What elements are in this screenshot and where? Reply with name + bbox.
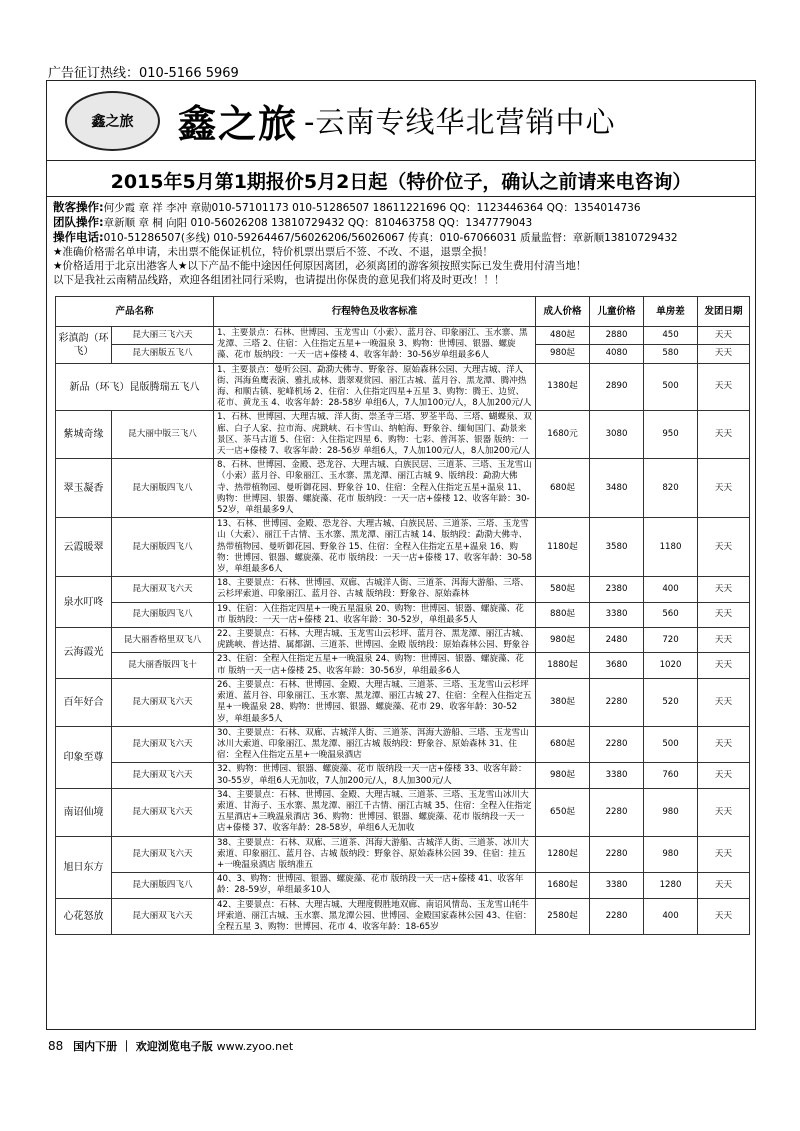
- header-child-price: 儿童价格: [590, 297, 644, 327]
- route-name: 昆大丽香版四飞十: [112, 653, 214, 678]
- departure-days: 天天: [698, 898, 750, 935]
- route-name: 昆大丽双飞六天: [112, 788, 214, 836]
- table-header-row: [56, 297, 750, 327]
- table-row: [56, 836, 750, 873]
- brand-subtitle: -云南专线华北营销中心: [304, 105, 616, 139]
- price-headline: 2015年5月第1期报价5月2日起（特价位子，确认之前请来电咨询）: [47, 161, 755, 197]
- departure-days: 天天: [698, 763, 750, 788]
- page-number: 88: [48, 1039, 64, 1053]
- product-name: 心花怒放: [56, 898, 112, 935]
- route-name: 昆大丽版四飞八: [112, 873, 214, 898]
- adult-price: 2580起: [536, 898, 590, 935]
- itinerary-desc: 22、主要景点：石林、大理古城、玉龙雪山云杉坪、蓝月谷、黑龙潭、丽江古城、虎跳峡、普达措、属都湖、三道茶、世博园、金殿 版纳段：原始森林公园、野象谷: [214, 628, 536, 653]
- banner: [47, 81, 755, 161]
- footer-slogan: 欢迎浏览电子版: [135, 1040, 213, 1053]
- child-price: 2280: [590, 836, 644, 873]
- child-price: 2280: [590, 788, 644, 836]
- itinerary-desc: 42、主要景点：石林、大理古城、大理度假胜地双廊、南诏风情岛、玉龙雪山牦牛坪索道、丽江古城、玉水寨、黑龙潭公园、世博园、金殿国家森林公园 43、住宿：全程五星 3、购物：世博园、花市 4、收客年龄：18-65岁: [214, 898, 536, 935]
- child-price: 2280: [590, 726, 644, 763]
- single-supplement: 1280: [644, 873, 698, 898]
- table-row: [56, 763, 750, 788]
- info-label: 散客操作:: [53, 200, 104, 214]
- departure-days: 天天: [698, 836, 750, 873]
- route-name: 昆大丽双飞六天: [112, 898, 214, 935]
- table-row: [56, 411, 750, 459]
- header-product: 产品名称: [56, 297, 214, 327]
- single-supplement: 400: [644, 577, 698, 602]
- departure-days: 天天: [698, 788, 750, 836]
- itinerary-desc: 23、住宿：全程入住指定五星+一晚温泉 24、购物：世博园、银器、螺旋藻、花市 版纳一天一店+傣楼 25、收客年龄：30-56岁，单组最多6人: [214, 653, 536, 678]
- adult-price: 880起: [536, 602, 590, 627]
- route-name: 昆大丽双飞六天: [112, 726, 214, 763]
- adult-price: 580起: [536, 577, 590, 602]
- departure-days: 天天: [698, 411, 750, 459]
- itinerary-desc: 26、主要景点：石林、世博园、金殿、大理古城、三道茶、三塔、玉龙雪山云杉坪索道、蓝月谷、印象丽江、玉水寨、黑龙潭、丽江古城 27、住宿：全程入住指定五星+一晚温泉 28、购物：世博园、银器、螺旋藻、花市 29、收客年龄：30-52岁，单组最多5人: [214, 678, 536, 726]
- child-price: 3580: [590, 518, 644, 577]
- single-supplement: 500: [644, 726, 698, 763]
- adult-price: 980起: [536, 345, 590, 363]
- adult-price: 1680起: [536, 873, 590, 898]
- itinerary-desc: 13、石林、世博园、金殿、恐龙谷、大理古城、白族民居、三道茶、三塔、玉龙雪山（大索）、丽江千古情、玉水寨、黑龙潭、丽江古城 14、版纳段：勐泐大佛寺、热带植物园、曼听御花园、野象谷 15、住宿：全程入住指定五星+温泉 16、购物：世博园、银器、螺旋藻、花市 版纳段：一天一店+傣楼 17、收客年龄：30-58岁，单组最多6人: [214, 518, 536, 577]
- table-row: [56, 327, 750, 345]
- table-row: [56, 678, 750, 726]
- logo-icon: [65, 91, 160, 151]
- ad-hotline: 广告征订热线：010-5166 5969: [48, 66, 239, 81]
- info-line: [53, 215, 749, 230]
- info-line: [53, 273, 749, 287]
- child-price: 2880: [590, 327, 644, 345]
- single-supplement: 450: [644, 327, 698, 345]
- itinerary-desc: 1、石林、世博园、大理古城、洋人街、崇圣寺三塔、罗荃半岛、三塔、蝴蝶泉、双廊、白子人家、拉市海、虎跳峡、石卡雪山、纳帕海、野象谷、缅甸国门、勐景来景区、茶马古道 5、住宿：入住指定四星 6、购物：七彩、普洱茶、银器 版纳：一天一店+傣楼 7、收客年龄：28-56岁 单组6人，7人加100元/人，8人加200元/人: [214, 411, 536, 459]
- adult-price: 480起: [536, 327, 590, 345]
- header-adult-price: 成人价格: [536, 297, 590, 327]
- child-price: 2890: [590, 363, 644, 411]
- table-row: [56, 459, 750, 518]
- child-price: 3680: [590, 653, 644, 678]
- child-price: 2280: [590, 898, 644, 935]
- table-row: [56, 363, 750, 411]
- footer-section: 国内下册: [73, 1040, 118, 1053]
- single-supplement: 500: [644, 363, 698, 411]
- adult-price: 680起: [536, 459, 590, 518]
- single-supplement: 720: [644, 628, 698, 653]
- info-text: 010-51286507(多线) 010-59264467/56026206/56026067 传真：010-67066031 质量监督：章新顺13810729432: [103, 232, 678, 244]
- single-supplement: 760: [644, 763, 698, 788]
- departure-days: 天天: [698, 628, 750, 653]
- route-name: 昆大丽版四飞八: [112, 459, 214, 518]
- single-supplement: 580: [644, 345, 698, 363]
- header-itinerary: 行程特色及收客标准: [214, 297, 536, 327]
- route-name: 昆大丽双飞六天: [112, 763, 214, 788]
- itinerary-desc: 19、住宿：入住指定四星+一晚五星温泉 20、购物：世博园、银器、螺旋藻、花市 版纳段：一天一店+傣楼 21、收客年龄：30-52岁，单组最多5人: [214, 602, 536, 627]
- table-row: [56, 726, 750, 763]
- adult-price: 1280起: [536, 836, 590, 873]
- page-frame: [46, 80, 756, 1030]
- product-name: 云海霞光: [56, 628, 112, 679]
- departure-days: 天天: [698, 577, 750, 602]
- single-supplement: 980: [644, 836, 698, 873]
- single-supplement: 980: [644, 788, 698, 836]
- child-price: 3080: [590, 411, 644, 459]
- table-row: [56, 628, 750, 653]
- departure-days: 天天: [698, 459, 750, 518]
- table-row: [56, 898, 750, 935]
- departure-days: 天天: [698, 678, 750, 726]
- route-name: 昆大丽中版三飞八: [112, 411, 214, 459]
- table-row: [56, 602, 750, 627]
- product-name: 云霞暖翠: [56, 518, 112, 577]
- info-text: ★价格适用于北京出港客人★以下产品不能中途因任何原因离团，必须离团的游客须按照实际已发生费用付清当地！: [53, 260, 587, 272]
- product-name: 印象至尊: [56, 726, 112, 788]
- info-line: [53, 230, 749, 245]
- info-text: ★准确价格需名单申请，未出票不能保证机位，特价机票出票后不签、不改、不退，退票全损！: [53, 246, 493, 258]
- adult-price: 1180起: [536, 518, 590, 577]
- single-supplement: 1180: [644, 518, 698, 577]
- adult-price: 1880起: [536, 653, 590, 678]
- departure-days: 天天: [698, 345, 750, 363]
- logo-text: 鑫之旅: [91, 113, 134, 130]
- table-row: [56, 577, 750, 602]
- departure-days: 天天: [698, 363, 750, 411]
- adult-price: 980起: [536, 628, 590, 653]
- itinerary-desc: 38、主要景点：石林、双廊、三道茶、洱海大游船、古城洋人街、三道茶、冰川大索道、印象丽江、蓝月谷、古城 版纳段：野象谷、原始森林公园 39、住宿：挂五+一晚温泉酒店 版纳准五: [214, 836, 536, 873]
- route-name: 昆大丽版四飞八: [112, 518, 214, 577]
- single-supplement: 400: [644, 898, 698, 935]
- child-price: 3380: [590, 873, 644, 898]
- route-name: 昆大丽版四飞八: [112, 602, 214, 627]
- itinerary-desc: 1、主要景点：曼听公园、勐泐大佛寺、野象谷、原始森林公园、大理古城、洋人街、洱海鱼鹰表演、雅扎成林、翡翠观赏园、丽江古城、蓝月谷、黑龙潭、腾冲热海、和顺古镇、驼峰机场 2、住宿：入住指定四星+五星 3、购物：腾王、边贸、花市、黄龙玉 4、收客年龄：28-58岁 单组6人，7人加100元/人，8人加200元/人: [214, 363, 536, 411]
- adult-price: 380起: [536, 678, 590, 726]
- itinerary-desc: 1、主要景点：石林、世博园、玉龙雪山（小索）、蓝月谷、印象丽江、玉水寨、黑龙潭、三塔 2、住宿：入住指定五星+一晚温泉 3、购物：世博园、银器、螺旋藻、花市 版纳段：一天一店+傣楼 4、收客年龄：30-56岁单组最多6人: [214, 327, 536, 364]
- single-supplement: 950: [644, 411, 698, 459]
- departure-days: 天天: [698, 327, 750, 345]
- product-table-wrap: [55, 296, 749, 935]
- departure-days: 天天: [698, 873, 750, 898]
- info-line: [53, 245, 749, 259]
- info-text: 何少霞 章 祥 李冲 章勋010-57101173 010-51286507 18611221696 QQ：1123446364 QQ：1354014736: [103, 202, 641, 214]
- child-price: 3380: [590, 763, 644, 788]
- product-name: 南诏仙境: [56, 788, 112, 836]
- info-line: [53, 259, 749, 273]
- adult-price: 680起: [536, 726, 590, 763]
- info-text: 以下是我社云南精品线路，欢迎各组团社同行采购，也请提出你保贵的意见我们将及时更改！！！: [53, 274, 505, 286]
- route-name: 昆大丽香格里双飞八: [112, 628, 214, 653]
- product-name: 泉水叮咚: [56, 577, 112, 628]
- route-name: 昆大丽双飞六天: [112, 577, 214, 602]
- itinerary-desc: 40、3、购物：世博园、银器、螺旋藻、花市 版纳段一天一店+傣楼 41、收客年龄：28-59岁，单组最多10人: [214, 873, 536, 898]
- info-line: [53, 200, 749, 215]
- itinerary-desc: 32、购物：世博园、银器、螺旋藻、花市 版纳段一天一店+傣楼 33、收客年龄：30-55岁，单组6人无加收，7人加200元/人，8人加300元/人: [214, 763, 536, 788]
- route-name: 昆大丽双飞六天: [112, 836, 214, 873]
- itinerary-desc: 18、主要景点：石林、世博园、双廊、古城洋人街、三道茶、洱海大游船、三塔、云杉坪索道、印象丽江、蓝月谷、古城 版纳段：野象谷、原始森林: [214, 577, 536, 602]
- page-footer: 88 国内下册 ｜ 欢迎浏览电子版 www.zyoo.net: [48, 1039, 294, 1053]
- child-price: 2280: [590, 678, 644, 726]
- info-text: 章新顺 章 桐 向阳 010-56026208 13810729432 QQ：810463758 QQ：1347779043: [103, 217, 533, 229]
- product-name: 旭日东方: [56, 836, 112, 898]
- product-name: 彩滇韵（环飞）: [56, 327, 112, 364]
- adult-price: 980起: [536, 763, 590, 788]
- table-row: [56, 518, 750, 577]
- single-supplement: 820: [644, 459, 698, 518]
- child-price: 2380: [590, 577, 644, 602]
- adult-price: 1680元: [536, 411, 590, 459]
- product-table: [55, 296, 750, 935]
- departure-days: 天天: [698, 653, 750, 678]
- departure-days: 天天: [698, 518, 750, 577]
- itinerary-desc: 34、主要景点：石林、世博园、金殿、大理古城、三道茶、三塔、玉龙雪山冰川大索道、甘海子、玉水寨、黑龙潭、丽江千古情、丽江古城 35、住宿：全程入住指定五星酒店+三晚温泉酒店 36、购物：世博园、银器、螺旋藻、花市 版纳段一天一店+傣楼 37、收客年龄：28-58岁，单组6人无加收: [214, 788, 536, 836]
- adult-price: 650起: [536, 788, 590, 836]
- child-price: 4080: [590, 345, 644, 363]
- product-name: 翠玉凝香: [56, 459, 112, 518]
- route-name: 昆大丽双飞六天: [112, 678, 214, 726]
- header-departure: 发团日期: [698, 297, 750, 327]
- single-supplement: 560: [644, 602, 698, 627]
- adult-price: 1380起: [536, 363, 590, 411]
- product-name: 新品（环飞）昆版腾瑞五飞八: [56, 363, 214, 411]
- child-price: 3480: [590, 459, 644, 518]
- brand-name: 鑫之旅: [178, 101, 299, 146]
- product-name: 百年好合: [56, 678, 112, 726]
- itinerary-desc: 30、主要景点：石林、双廊、古城洋人街、三道茶、洱海大游船、三塔、玉龙雪山冰川大索道、印象丽江、黑龙潭、丽江古城 版纳段：野象谷、原始森林 31、住宿：全程入住指定五星+一晚温泉酒店: [214, 726, 536, 763]
- table-row: [56, 653, 750, 678]
- departure-days: 天天: [698, 726, 750, 763]
- product-name: 紫城奇缘: [56, 411, 112, 459]
- single-supplement: 520: [644, 678, 698, 726]
- table-row: [56, 788, 750, 836]
- route-name: 昆大丽版五飞八: [112, 345, 214, 363]
- departure-days: 天天: [698, 602, 750, 627]
- child-price: 2480: [590, 628, 644, 653]
- child-price: 3380: [590, 602, 644, 627]
- info-label: 操作电话:: [53, 230, 104, 244]
- table-row: [56, 873, 750, 898]
- info-label: 团队操作:: [53, 215, 104, 229]
- itinerary-desc: 8、石林、世博园、金殿、恐龙谷、大理古城、白族民居、三道茶、三塔、玉龙雪山（小索）蓝月谷、印象丽江、玉水寨、黑龙潭、丽江古城 9、版纳段：勐泐大佛寺、热带植物园、曼听御花园、野象谷 10、住宿：全程入住指定五星+温泉 11、购物：世博园、银器、螺旋藻、花市 版纳段：一天一店+傣楼 12、收客年龄：30-52岁，单组最多9人: [214, 459, 536, 518]
- header-single-supplement: 单房差: [644, 297, 698, 327]
- route-name: 昆大丽三飞六天: [112, 327, 214, 345]
- footer-url: www.zyoo.net: [216, 1040, 294, 1053]
- contact-info: [47, 197, 755, 290]
- single-supplement: 1020: [644, 653, 698, 678]
